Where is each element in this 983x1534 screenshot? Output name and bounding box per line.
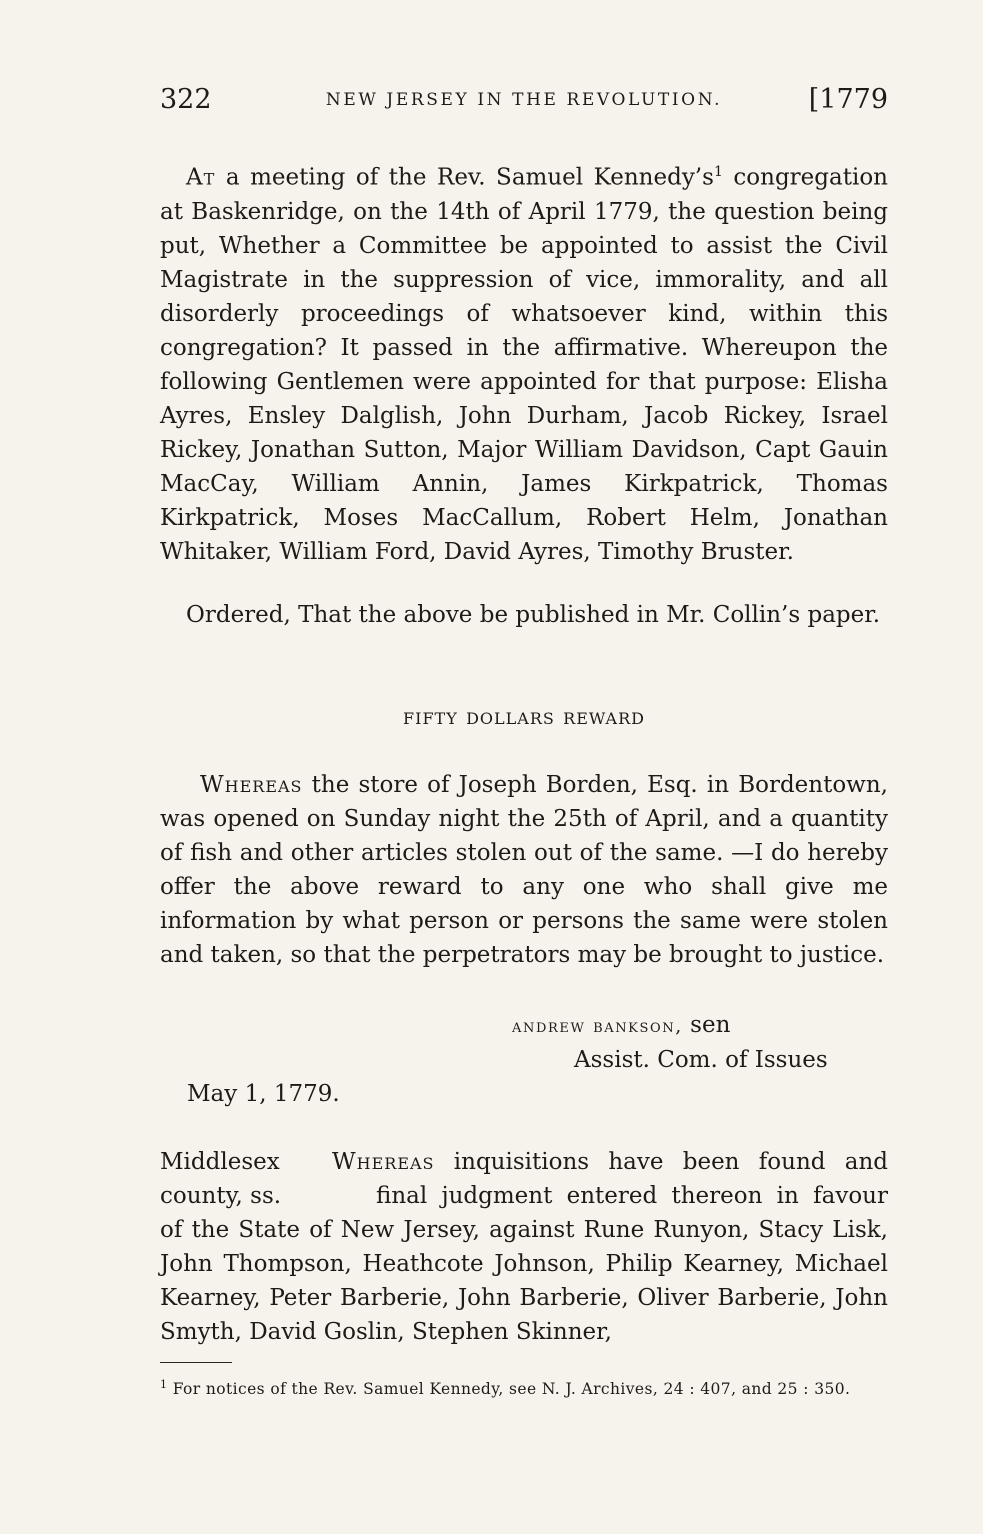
venue-line: county, ss.: [160, 1183, 282, 1209]
reward-heading: fifty dollars reward: [403, 704, 645, 730]
paragraph-meeting: [160, 155, 888, 569]
footnote-marker: 1: [160, 1378, 168, 1391]
paragraph-lead-word: Whereas: [332, 1149, 435, 1175]
paragraph-lead-word: At: [186, 164, 216, 191]
running-title: NEW JERSEY IN THE REVOLUTION.: [325, 90, 723, 110]
paragraph-inquisitions-line: final judgment entered thereon in favour: [376, 1183, 888, 1209]
footnote-text: For notices of the Rev. Samuel Kennedy, see N. J. Archives, 24 : 407, and 25 : 350.: [167, 1380, 851, 1399]
running-header: [160, 84, 888, 124]
notice-date: May 1, 1779.: [187, 1081, 340, 1107]
footnote-reference: 1: [713, 164, 723, 180]
paragraph-inquisitions: of the State of New Jersey, against Rune Runyon, Stacy Lisk, John Thompson, Heathcote Johnson, Philip Kearney, Michael Kearney, Peter Barberie, John Barberie, Oliver Barberie, John Smyth, David Goslin, Stephen Skinner,: [160, 1217, 888, 1345]
footnote: [160, 1374, 888, 1400]
footnote-rule: [160, 1362, 232, 1363]
paragraph-text: congregation at Baskenridge, on the 14th of April 1779, the question being put, Whether a Committee be appointed to assist the Civil Magistrate in the suppression of vice, immorality, and all disorderly proceedings of whatsoever kind, within this congregation? It passed in the affirmative. Whereupon the following Gentlemen were appointed for that purpose: Elisha Ayres, Ensley Dalglish, John Durham, Jacob Rickey, Israel Rickey, Jonathan Sutton, Major William Davidson, Capt Gauin MacCay, William Annin, James Kirkpatrick, Thomas Kirkpatrick, Moses MacCallum, Robert Helm, Jonathan Whitaker, William Ford, David Ayres, Timothy Bruster.: [160, 164, 888, 565]
venue-line: Middlesex: [160, 1149, 280, 1175]
paragraph-whereas-store: [160, 768, 888, 972]
paragraph-text: the store of Joseph Borden, Esq. in Bordentown, was opened on Sunday night the 25th of April, and a quantity of fish and other articles stolen out of the same. —I do hereby offer the above reward to any one who shall give me information by what person or persons the same were stolen and taken, so that the perpetrators may be brought to justice.: [160, 772, 888, 968]
paragraph-lead-word: Whereas: [200, 772, 303, 798]
header-year: [1779: [808, 84, 888, 115]
signature-name: andrew bankson, sen: [512, 1012, 731, 1038]
signature-title: Assist. Com. of Issues: [574, 1047, 828, 1073]
paragraph-text: a meeting of the Rev. Samuel Kennedy’s: [215, 164, 714, 191]
page-number: 322: [160, 84, 212, 115]
paragraph-ordered: Ordered, That the above be published in Mr. Collin’s paper.: [186, 602, 881, 628]
paragraph-inquisitions-line: Whereas inquisitions have been found and: [332, 1149, 888, 1175]
